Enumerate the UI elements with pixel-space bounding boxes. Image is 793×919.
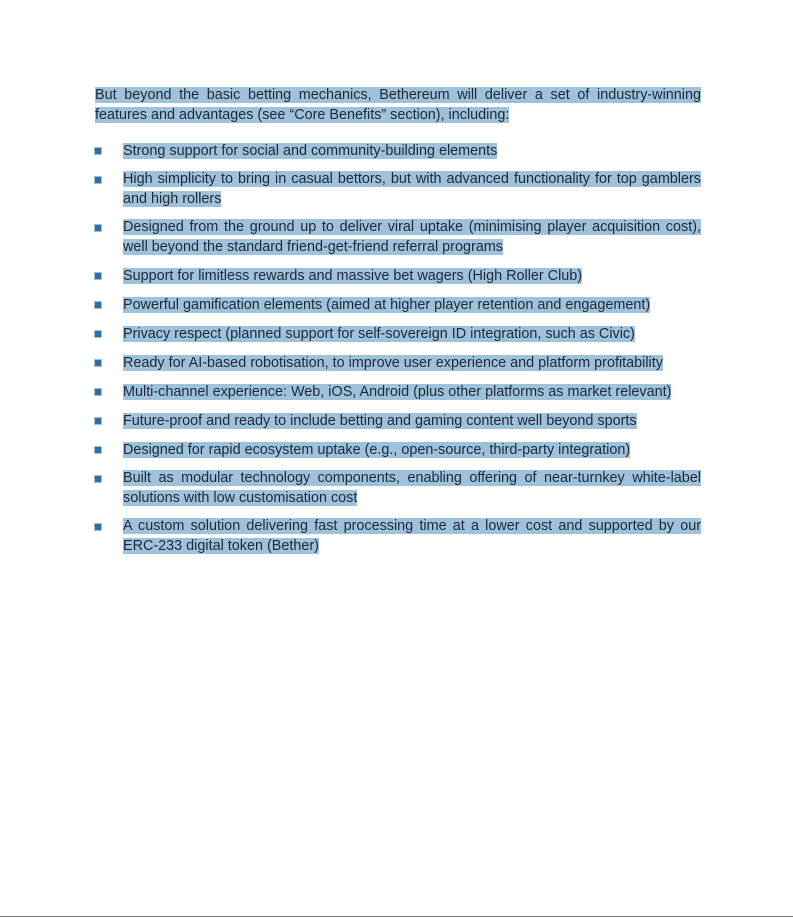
list-item[interactable]: [95, 266, 701, 286]
square-bullet-icon: [95, 418, 101, 424]
list-item[interactable]: [95, 324, 701, 344]
square-bullet-icon: [95, 524, 101, 530]
list-item-text: Privacy respect (planned support for self-sovereign ID integration, such as Civic): [123, 326, 635, 342]
list-item[interactable]: [95, 469, 701, 508]
list-item-text: Future-proof and ready to include betting and gaming content well beyond sports: [123, 413, 637, 429]
list-item-text: Built as modular technology components, enabling offering of near-turnkey white-label solutions with low customisation cost: [123, 470, 701, 506]
benefits-list: [95, 141, 701, 556]
list-item[interactable]: [95, 440, 701, 460]
document-body: [95, 85, 701, 565]
square-bullet-icon: [95, 447, 101, 453]
square-bullet-icon: [95, 225, 101, 231]
square-bullet-icon: [95, 360, 101, 366]
list-item[interactable]: [95, 141, 701, 161]
list-item-text: Support for limitless rewards and massive bet wagers (High Roller Club): [123, 268, 583, 284]
list-item[interactable]: [95, 295, 701, 315]
square-bullet-icon: [95, 273, 101, 279]
list-item[interactable]: [95, 170, 701, 209]
square-bullet-icon: [95, 177, 101, 183]
square-bullet-icon: [95, 302, 101, 308]
page-bottom-divider: [0, 916, 793, 917]
list-item[interactable]: [95, 517, 701, 556]
list-item-text: Designed from the ground up to deliver viral uptake (minimising player acquisition cost), well beyond the standard friend-get-friend referral programs: [123, 219, 701, 255]
intro-paragraph[interactable]: [95, 85, 701, 125]
list-item[interactable]: [95, 382, 701, 402]
square-bullet-icon: [95, 331, 101, 337]
list-item-text: A custom solution delivering fast processing time at a lower cost and supported by our ERC-233 digital token (Bether): [123, 518, 701, 554]
square-bullet-icon: [95, 148, 101, 154]
list-item[interactable]: [95, 353, 701, 373]
list-item[interactable]: [95, 218, 701, 257]
list-item-text: Strong support for social and community-building elements: [123, 143, 498, 159]
square-bullet-icon: [95, 476, 101, 482]
intro-text: But beyond the basic betting mechanics, Bethereum will deliver a set of industry-winning features and advantages (see “Core Benefits” section), including:: [95, 87, 701, 123]
square-bullet-icon: [95, 389, 101, 395]
list-item-text: Designed for rapid ecosystem uptake (e.g., open-source, third-party integration): [123, 442, 631, 458]
list-item-text: High simplicity to bring in casual bettors, but with advanced functionality for top gamblers and high rollers: [123, 171, 701, 207]
list-item-text: Ready for AI-based robotisation, to improve user experience and platform profitability: [123, 355, 663, 371]
list-item[interactable]: [95, 411, 701, 431]
list-item-text: Powerful gamification elements (aimed at higher player retention and engagement): [123, 297, 651, 313]
list-item-text: Multi-channel experience: Web, iOS, Android (plus other platforms as market relevant): [123, 384, 672, 400]
